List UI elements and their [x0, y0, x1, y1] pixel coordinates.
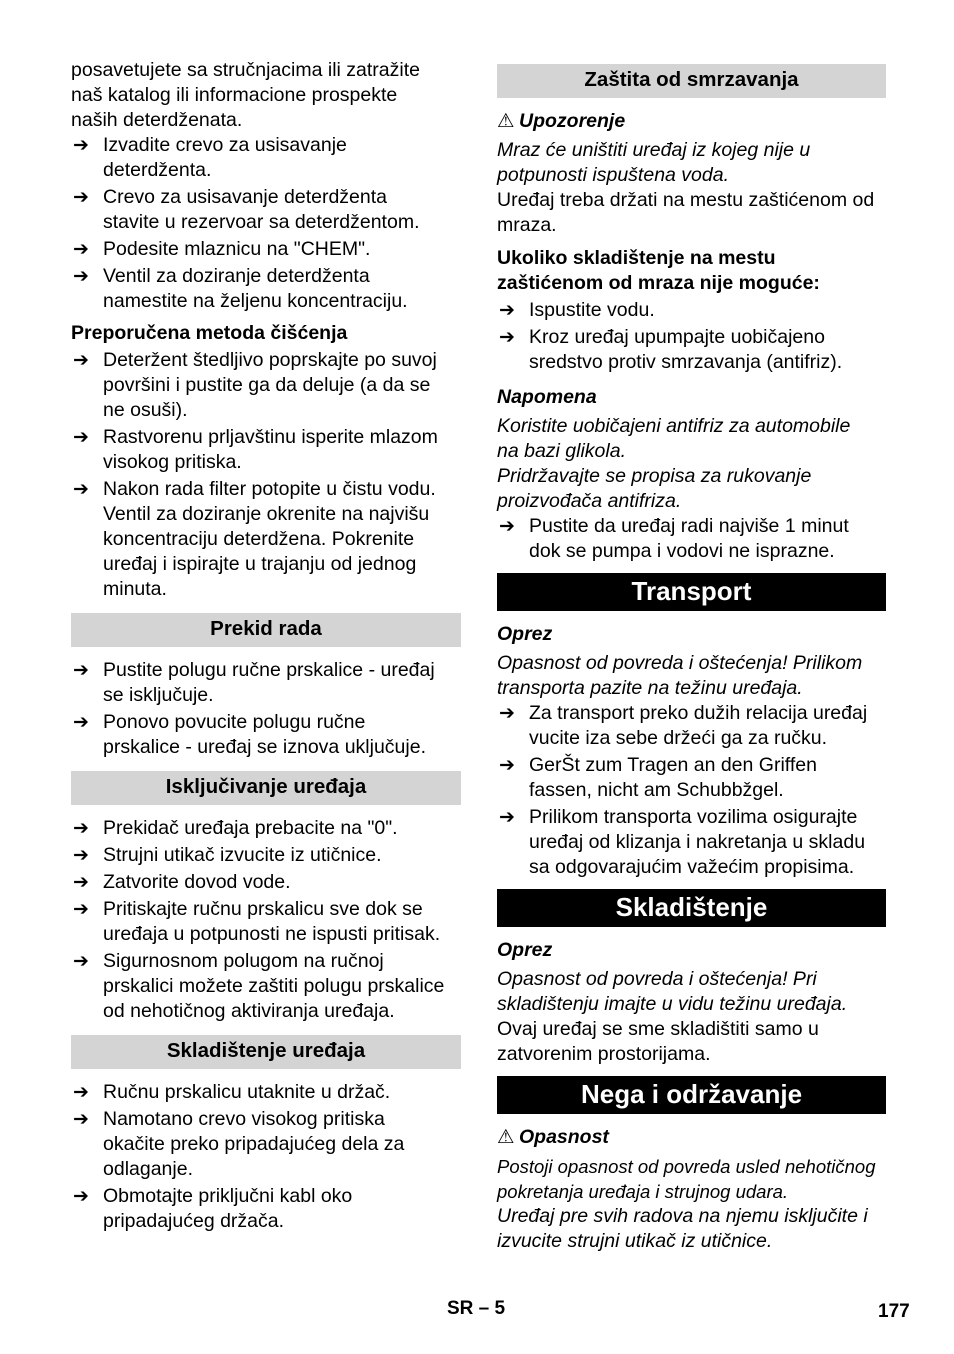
arrow-icon: ➔ — [73, 1082, 89, 1103]
right-column — [497, 64, 886, 1254]
care-danger-text-2: Uređaj pre svih radova na njemu isključite i izvucite strujni utikač iz utičnice. — [497, 1205, 868, 1252]
list-item — [497, 753, 886, 803]
arrow-icon: ➔ — [499, 516, 515, 537]
note-text: Koristite uobičajeni antifriz za automobile na bazi glikola. Pridržavajte se propisa za rukovanje proizvođača antifriza. — [497, 415, 851, 512]
list-item-text: Ispustite vodu. — [529, 299, 655, 321]
warning-icon: ⚠ — [497, 1126, 515, 1148]
method-steps — [71, 348, 461, 602]
arrow-icon: ➔ — [499, 300, 515, 321]
left-column — [71, 58, 461, 1236]
list-item-text: Zatvorite dovod vode. — [103, 871, 291, 893]
arrow-icon: ➔ — [73, 951, 89, 972]
list-item — [71, 843, 461, 868]
list-item-text: Podesite mlaznicu na "CHEM". — [103, 238, 371, 260]
note-steps — [497, 514, 886, 564]
list-item-text: Pritiskajte ručnu prskalicu sve dok se uređaja u potpunosti ne ispusti pritisak. — [103, 898, 441, 945]
list-item-text: Ručnu prskalicu utaknite u držač. — [103, 1081, 391, 1103]
arrow-icon: ➔ — [73, 899, 89, 920]
list-item — [71, 1080, 461, 1105]
list-item-text: Prekidač uređaja prebacite na "0". — [103, 817, 398, 839]
arrow-icon: ➔ — [499, 703, 515, 724]
warning-icon: ⚠ — [497, 110, 515, 132]
list-item-text: Izvadite crevo za usisavanje deterdženta. — [103, 134, 347, 181]
transport-heading: Transport — [497, 573, 886, 611]
frost-steps — [497, 298, 886, 375]
list-item-text: Ponovo povucite polugu ručne prskalice - uređaj se iznova uključuje. — [103, 711, 426, 758]
frost-normal-text: Uređaj treba držati na mestu zaštićenom od mraza. — [497, 189, 875, 236]
list-item-text: Pustite polugu ručne prskalice - uređaj se isključuje. — [103, 659, 435, 706]
list-item — [497, 514, 886, 564]
care-danger-text-1: Postoji opasnost od povreda usled nehotičnog pokretanja uređaja i strujnog udara. — [497, 1156, 876, 1202]
list-item — [497, 298, 886, 323]
list-item — [497, 805, 886, 880]
storage-caution-label: Oprez — [497, 939, 553, 961]
list-item-text: Deteržent štedljivo poprskajte po suvoj površini i pustite ga da deluje (a da se ne osuši). — [103, 349, 437, 421]
list-item — [71, 658, 461, 708]
arrow-icon: ➔ — [73, 872, 89, 893]
list-item-text: Pustite da uređaj radi najviše 1 minut dok se pumpa i vodovi ne isprazne. — [529, 515, 849, 562]
list-item — [71, 1107, 461, 1182]
page-number: 177 — [878, 1301, 910, 1322]
list-item — [71, 348, 461, 423]
arrow-icon: ➔ — [73, 135, 89, 156]
arrow-icon: ➔ — [73, 479, 89, 500]
transport-caution-label: Oprez — [497, 623, 553, 645]
interrupt-steps — [71, 658, 461, 760]
list-item-text: Rastvorenu prljavštinu isperite mlazom visokog pritiska. — [103, 426, 438, 473]
arrow-icon: ➔ — [73, 712, 89, 733]
arrow-icon: ➔ — [73, 427, 89, 448]
arrow-icon: ➔ — [73, 1109, 89, 1130]
list-item-text: Namotano crevo visokog pritiska okačite preko pripadajućeg dela za odlaganje. — [103, 1108, 405, 1180]
list-item-text: Nakon rada filter potopite u čistu vodu. Ventil za doziranje okrenite na najvišu koncentraciju deterdžena. Pokrenite uređaj i ispirajte u trajanju od jednog minuta. — [103, 478, 436, 600]
list-item — [71, 264, 461, 314]
arrow-icon: ➔ — [73, 239, 89, 260]
list-item-text: Za transport preko dužih relacija uređaj vucite iza sebe držeći ga za ručku. — [529, 702, 868, 749]
care-danger-label: ⚠ Opasnost — [497, 1126, 609, 1148]
storage-caution-text: Opasnost od povreda i oštećenja! Pri skladištenju imajte u vidu težinu uređaja. — [497, 968, 848, 1015]
arrow-icon: ➔ — [73, 818, 89, 839]
transport-steps — [497, 701, 886, 880]
list-item-text: Kroz uređaj upumpajte uobičajeno sredstvo protiv smrzavanja (antifriz). — [529, 326, 843, 373]
shutdown-steps — [71, 816, 461, 1024]
arrow-icon: ➔ — [73, 266, 89, 287]
arrow-icon: ➔ — [499, 755, 515, 776]
list-item — [71, 949, 461, 1024]
list-item-text: Strujni utikač izvucite iz utičnice. — [103, 844, 382, 866]
footer-section: SR – 5 — [447, 1298, 506, 1319]
arrow-icon: ➔ — [73, 350, 89, 371]
frost-heading: Zaštita od smrzavanja — [497, 64, 886, 98]
list-item-text: Crevo za usisavanje deterdženta stavite u rezervoar sa deterdžentom. — [103, 186, 420, 233]
frost-if-heading: Ukoliko skladištenje na mestu zaštićenom od mraza nije moguće: — [497, 247, 820, 294]
list-item — [71, 710, 461, 760]
frost-warning-text: Mraz će uništiti uređaj iz kojeg nije u potpunosti ispuštena voda. — [497, 139, 811, 186]
arrow-icon: ➔ — [73, 845, 89, 866]
note-label: Napomena — [497, 386, 597, 408]
list-item-text: Sigurnosnom polugom na ručnoj prskalici možete zaštiti polugu prskalice od nehotičnog aktiviranja uređaja. — [103, 950, 445, 1022]
arrow-icon: ➔ — [73, 1186, 89, 1207]
frost-warning-label: ⚠ Upozorenje — [497, 110, 626, 132]
method-heading: Preporučena metoda čišćenja — [71, 322, 348, 344]
storage-heading: Skladištenje — [497, 889, 886, 927]
list-item — [71, 237, 461, 262]
list-item — [71, 1184, 461, 1234]
shutdown-heading: Isključivanje uređaja — [71, 771, 461, 805]
list-item-text: Ventil za doziranje deterdženta namestite na željenu koncentraciju. — [103, 265, 408, 312]
list-item — [71, 897, 461, 947]
device-storage-heading: Skladištenje uređaja — [71, 1035, 461, 1069]
list-item — [71, 185, 461, 235]
list-item — [71, 133, 461, 183]
list-item — [71, 425, 461, 475]
device-storage-steps — [71, 1080, 461, 1234]
storage-normal-text: Ovaj uređaj se sme skladištiti samo u zatvorenim prostorijama. — [497, 1018, 819, 1065]
list-item — [71, 816, 461, 841]
list-item-text: Prilikom transporta vozilima osigurajte uređaj od klizanja i nakretanja u skladu sa odgovarajućim važećim propisima. — [529, 806, 866, 878]
list-item — [497, 701, 886, 751]
arrow-icon: ➔ — [73, 187, 89, 208]
detergent-steps — [71, 133, 461, 314]
list-item — [497, 325, 886, 375]
intro-paragraph: posavetujete sa stručnjacima ili zatražite naš katalog ili informacione prospekte naših deterdženata. — [71, 59, 420, 131]
list-item — [71, 870, 461, 895]
interrupt-heading: Prekid rada — [71, 613, 461, 647]
care-heading: Nega i održavanje — [497, 1076, 886, 1114]
list-item — [71, 477, 461, 602]
arrow-icon: ➔ — [73, 660, 89, 681]
arrow-icon: ➔ — [499, 807, 515, 828]
transport-caution-text: Opasnost od povreda i oštećenja! Prilikom transporta pazite na težinu uređaja. — [497, 652, 863, 699]
list-item-text: GerŠt zum Tragen an den Griffen fassen, nicht am Schubbžgel. — [529, 754, 817, 801]
list-item-text: Obmotajte priključni kabl oko pripadajućeg držača. — [103, 1185, 353, 1232]
arrow-icon: ➔ — [499, 327, 515, 348]
